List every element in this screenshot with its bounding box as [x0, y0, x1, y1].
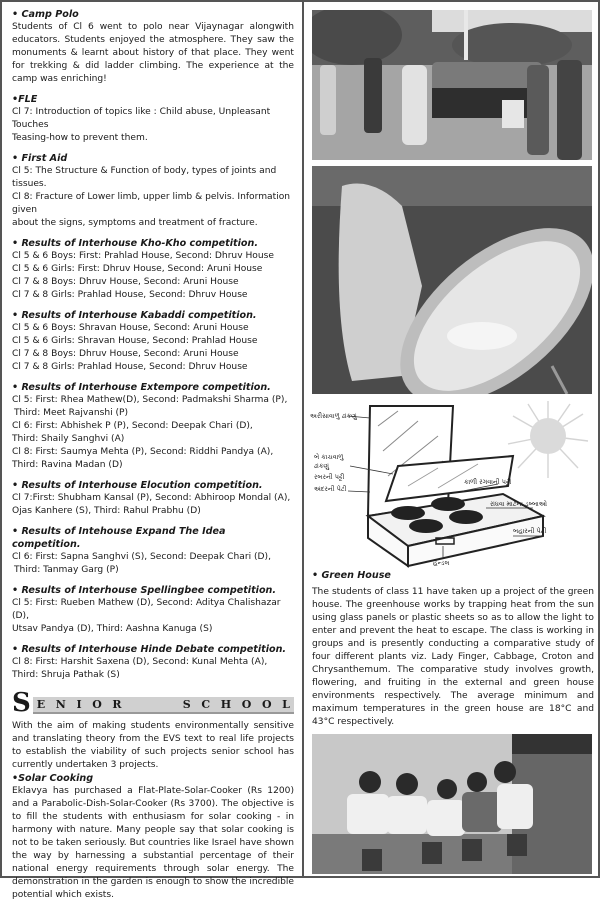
left-column [6, 6, 298, 900]
section-green-house [312, 569, 594, 729]
title-letter: S [182, 698, 191, 711]
title-letter: R [112, 698, 122, 711]
box-solar-cooker-diagram [308, 396, 596, 568]
result-line: Cl 5 & 6 Boys: Shravan House, Second: Aruni House [12, 323, 249, 333]
solar-cooker-drawing-icon [308, 396, 596, 568]
title-letter: C [201, 698, 211, 711]
senior-school-title-band [33, 697, 294, 714]
solar-cooking-body: Eklavya has purchased a Flat-Plate-Solar-Cooker (Rs 1200) and a Parabolic-Dish-Solar-Cooker (Rs 3700). The objective is to fill the students with enthusiasm for solar cooking - in harmony with nature. Many people say that solar cooking is not to be taken seriously. But countries like Israel have shown the way by harnessing a substantial percentage of their national energy requirements through solar energy. The demonstration in the garden is enough to show the incredible potential which exists. [12, 786, 294, 900]
camp-group-photo [312, 10, 592, 160]
extempore-heading: • Results of Interhouse Extempore competition. [12, 382, 271, 393]
section-kho-kho-results [12, 237, 294, 302]
result-line: Cl 5 & 6 Boys: First: Prahlad House, Second: Dhruv House [12, 251, 274, 261]
kho-kho-heading: • Results of Interhouse Kho-Kho competition. [12, 238, 258, 249]
first-aid-line: about the signs, symptoms and treatment of fracture. [12, 218, 258, 228]
section-expand-idea-results [12, 525, 294, 577]
spellingbee-heading: • Results of Interhouse Spellingbee competition. [12, 585, 277, 596]
section-elocution-results [12, 479, 294, 518]
result-line: Third: Tanmay Garg (P) [14, 565, 119, 575]
result-line: Cl 7 & 8 Girls: Prahlad House, Second: Dhruv House [12, 362, 248, 372]
green-house-body: The students of class 11 have taken up a project of the green house. The greenhouse works by trapping heat from the sun using glass panels or plastic sheets so as to allow the light to enter and prevent the heat to escape. The class is working in groups and is presently conducting a comparative study of four different plants viz. Lady Finger, Cabbage, Croton and Chrysanthemum. The comparative study involves growth, flowering, and fruiting in the external and green house environments respectively. The average minimum and maximum temperatures in the green house are 18°C and 43°C respectively. [312, 587, 594, 727]
section-extempore-results [12, 381, 294, 472]
title-letter: L [282, 698, 290, 711]
expand-idea-heading: • Results of Intehouse Expand The Idea competition. [12, 526, 226, 550]
result-line: Cl 6: First: Abhishek P (P), Second: Deepak Chari (D), [12, 421, 253, 431]
camp-polo-heading: • Camp Polo [12, 9, 79, 20]
result-line: Cl 7 & 8 Boys: Dhruv House, Second: Aruni House [12, 349, 239, 359]
title-letter: I [76, 698, 82, 711]
fle-line: Teasing-how to prevent them. [12, 133, 148, 143]
result-line: Cl 7 & 8 Girls: Prahlad House, Second: Dhruv House [12, 290, 248, 300]
result-line: Ojas Kanhere (S), Third: Rahul Prabhu (D) [12, 506, 201, 516]
first-aid-line: Cl 5: The Structure & Function of body, types of joints and tissues. [12, 166, 277, 189]
section-kabaddi-results [12, 309, 294, 374]
result-line: Cl 8: First: Saumya Mehta (P), Second: Riddhi Pandya (A), [12, 447, 274, 457]
result-line: Cl 5 & 6 Girls: First: Dhruv House, Second: Aruni House [12, 264, 263, 274]
solar-cooking-heading: •Solar Cooking [12, 773, 94, 784]
result-line: Cl 5: First: Rueben Mathew (D), Second: Aditya Chalishazar (D), [12, 598, 281, 621]
result-line: Cl 5 & 6 Girls: Shravan House, Second: Prahlad House [12, 336, 258, 346]
section-first-aid [12, 152, 294, 230]
students-planting-image-icon [312, 734, 592, 874]
diagram-label-glass-lid-2: ઢાંકણું [314, 462, 330, 470]
first-aid-line: Cl 8: Fracture of Lower limb, upper limb & pelvis. Information given [12, 192, 291, 215]
section-solar-cooking [12, 772, 294, 902]
diagram-label-glass-lid: બે કાચવાળું [314, 453, 344, 461]
column-divider [302, 2, 304, 878]
result-line: Cl 7 & 8 Boys: Dhruv House, Second: Aruni House [12, 277, 239, 287]
diagram-label-rubber-strip: રબરની પટ્ટી [314, 473, 345, 481]
section-hindi-debate-results [12, 643, 294, 682]
result-line: Cl 6: First: Sapna Sanghvi (S), Second: Deepak Chari (D), [12, 552, 271, 562]
parabolic-solar-cooker-photo [312, 166, 592, 394]
title-letter: O [241, 698, 252, 711]
elocution-heading: • Results of Interhouse Elocution competition. [12, 480, 263, 491]
camp-group-image-icon [312, 10, 592, 160]
section-senior-intro [12, 720, 294, 772]
section-fle [12, 93, 294, 145]
diagram-label-mirror-lid: અરીસાવાળું ઢાંકણું [310, 412, 357, 420]
senior-school-banner [12, 688, 294, 718]
right-column [308, 6, 596, 874]
result-line: Cl 8: First: Harshit Saxena (D), Second: Kunal Mehta (A), [12, 657, 268, 667]
result-line: Cl 5: First: Rhea Mathew(D), Second: Padmakshi Sharma (P), [12, 395, 288, 405]
title-letter: H [220, 698, 232, 711]
green-house-heading: • Green House [312, 570, 391, 581]
diagram-label-handle: હેન્ડલ [433, 559, 450, 567]
title-letter: E [36, 698, 46, 711]
result-line: Cl 7:First: Shubham Kansal (P), Second: Abhiroop Mondal (A), [12, 493, 291, 503]
hindi-debate-heading: • Results of Interhouse Hinde Debate competition. [12, 644, 287, 655]
senior-school-initial: S [12, 688, 31, 718]
result-line: Third: Ravina Madan (D) [12, 460, 123, 470]
parabolic-dish-image-icon [312, 166, 592, 394]
fle-line: Cl 7: Introduction of topics like : Child abuse, Unpleasant Touches [12, 107, 271, 130]
result-line: Third: Meet Rajvanshi (P) [14, 408, 129, 418]
first-aid-heading: • First Aid [12, 153, 68, 164]
title-letter: N [55, 698, 66, 711]
title-letter: O [261, 698, 272, 711]
green-house-students-photo [312, 734, 592, 874]
diagram-label-black-strip: કાળી રંગવાની પટ્ટી [464, 478, 512, 486]
result-line: Utsav Pandya (D), Third: Aashna Kanuga (S) [12, 624, 213, 634]
senior-intro-body: With the aim of making students environmentally sensitive and translating theory from the EVS text to real life projects to establish the viability of such projects senior school has currently undertaken 3 projects. [12, 721, 294, 770]
result-line: Third: Shaily Sanghvi (A) [12, 434, 125, 444]
kabaddi-heading: • Results of Interhouse Kabaddi competition. [12, 310, 257, 321]
diagram-label-outer-box: બહારની પેટી [513, 527, 547, 535]
result-line: Third: Shruja Pathak (S) [12, 670, 120, 680]
section-spellingbee-results [12, 584, 294, 636]
section-camp-polo [12, 8, 294, 86]
diagram-label-cooking-vessels: રાંધવા માટેના ડબ્બાઓ [490, 500, 548, 508]
camp-polo-body: Students of Cl 6 went to polo near Vijaynagar alongwith educators. Students enjoyed the atmosphere. They saw the monuments & learnt about history of that place. They went for trekking & did ladder climbing. The experience at the camp was enriching! [12, 22, 294, 84]
title-letter: O [92, 698, 102, 711]
diagram-label-inner-box: અંદરની પેટી [314, 485, 347, 493]
fle-heading: •FLE [12, 94, 38, 105]
